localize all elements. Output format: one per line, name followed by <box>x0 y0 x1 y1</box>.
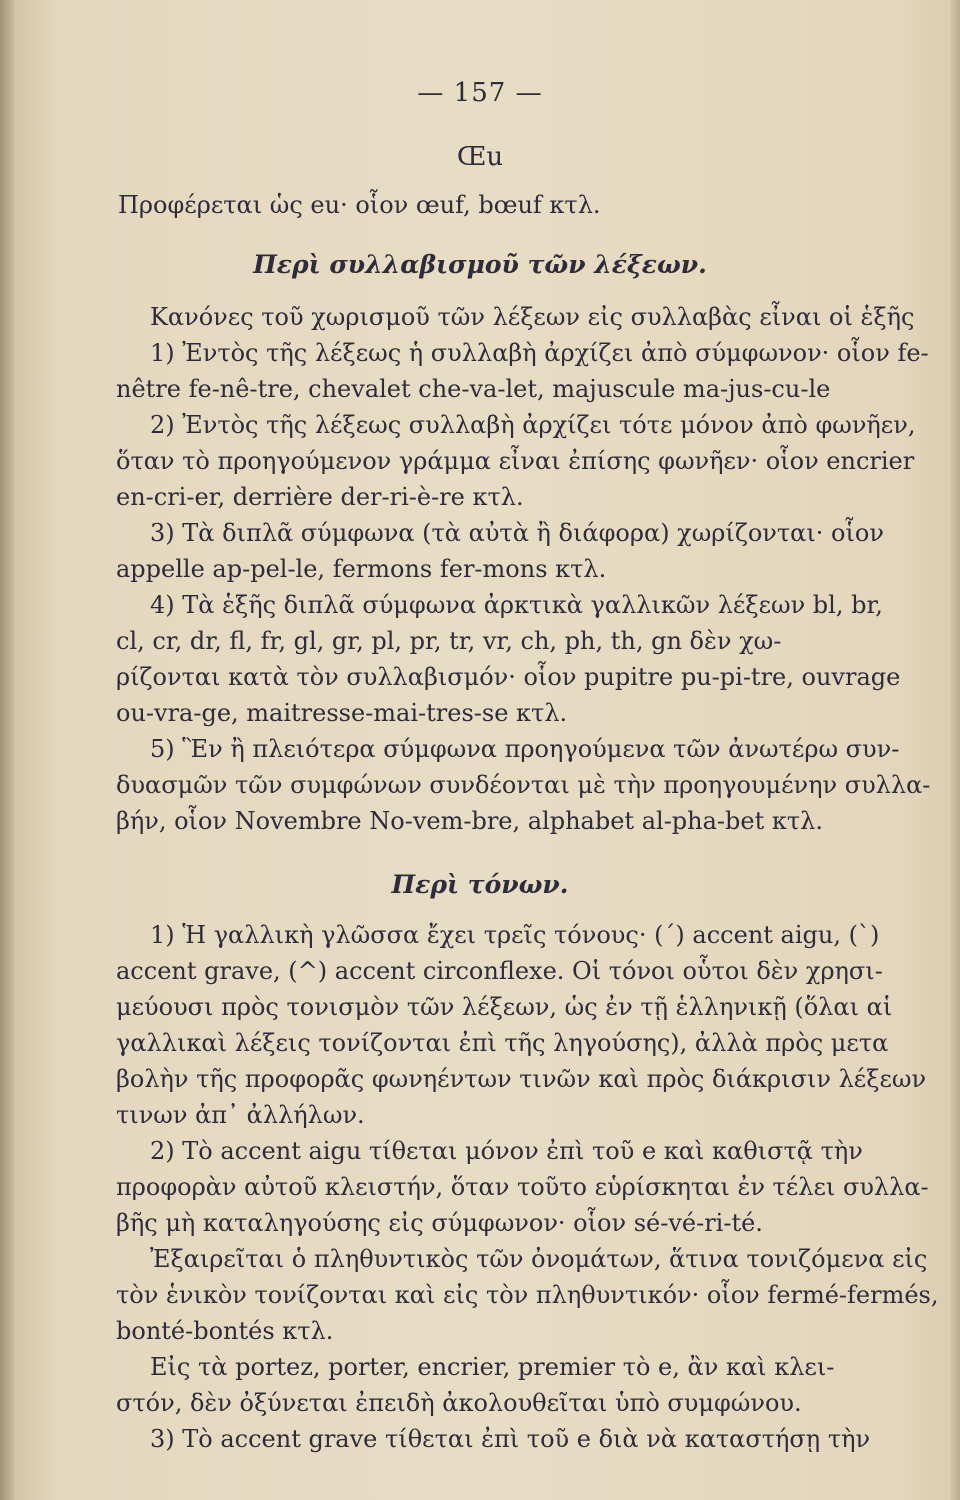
text-line: στόν, δὲν ὀξύνεται ἐπειδὴ ἀκολουθεῖται ὑπὸ συμφώνου. <box>116 1389 802 1417</box>
text-line: ὅταν τὸ προηγούμενον γράμμα εἶναι ἐπίσης φωνῆεν· οἷον encrier <box>116 447 915 475</box>
text-line: nêtre fe-nê-tre, chevalet che-va-let, majuscule ma-jus-cu-le <box>116 375 831 403</box>
text-line: bonté-bontés κτλ. <box>116 1317 334 1345</box>
text-line: Ἐξαιρεῖται ὁ πληθυντικὸς τῶν ὀνομάτων, ἅτινα τονιζόμενα εἰς <box>150 1245 928 1273</box>
text-line: βῆς μὴ καταληγούσης εἰς σύμφωνον· οἷον sé-vé-ri-té. <box>116 1209 763 1237</box>
text-line: μεύουσι πρὸς τονισμὸν τῶν λέξεων, ὡς ἐν τῇ ἑλληνικῇ (ὅλαι αἱ <box>116 993 893 1021</box>
text-line: 3) Τὸ accent grave τίθεται ἐπὶ τοῦ e διὰ νὰ καταστήσῃ τὴν <box>150 1425 871 1453</box>
text-line: προφορὰν αὐτοῦ κλειστήν, ὅταν τοῦτο εὑρίσκηται ἐν τέλει συλλα- <box>116 1173 929 1201</box>
text-line: accent grave, (^) accent circonflexe. Οἱ τόνοι οὗτοι δὲν χρησι- <box>116 957 883 985</box>
text-line: 1) Ἐντὸς τῆς λέξεως ἡ συλλαβὴ ἀρχίζει ἀπὸ σύμφωνον· οἷον fe- <box>150 339 929 367</box>
page-outer-edge <box>950 0 960 1500</box>
page-number: — 157 — <box>417 78 543 108</box>
page-binding-edge <box>0 0 14 1500</box>
text-line: βολὴν τῆς προφορᾶς φωνηέντων τινῶν καὶ πρὸς διάκρισιν λέξεων <box>116 1065 927 1093</box>
text-line: 3) Τὰ διπλᾶ σύμφωνα (τὰ αὐτὰ ἢ διάφορα) χωρίζονται· οἷον <box>150 519 884 547</box>
text-line: Κανόνες τοῦ χωρισμοῦ τῶν λέξεων εἰς συλλαβὰς εἶναι οἱ ἑξῆς <box>150 303 915 331</box>
intro-line: Προφέρεται ὡς eu· οἷον œuf, bœuf κτλ. <box>118 191 601 219</box>
text-line: γαλλικαὶ λέξεις τονίζονται ἐπὶ τῆς ληγούσης), ἀλλὰ πρὸς μετα <box>116 1029 889 1057</box>
text-line: τὸν ἑνικὸν τονίζονται καὶ εἰς τὸν πληθυντικόν· οἷον fermé-fermés, <box>116 1281 939 1309</box>
text-line: 2) Τὸ accent aigu τίθεται μόνον ἐπὶ τοῦ e καὶ καθιστᾷ τὴν <box>150 1137 863 1165</box>
section-heading-accents: Περὶ τόνων. <box>391 870 569 899</box>
text-line: en-cri-er, derrière der-ri-è-re κτλ. <box>116 483 524 511</box>
text-line: ρίζονται κατὰ τὸν συλλαβισμόν· οἷον pupitre pu-pi-tre, ouvrage <box>116 663 901 691</box>
text-line: τινων ἀπ᾿ ἀλλήλων. <box>116 1101 365 1129</box>
text-line: 4) Τὰ ἑξῆς διπλᾶ σύμφωνα ἀρκτικὰ γαλλικῶν λέξεων bl, br, <box>150 591 883 619</box>
text-line: ou-vra-ge, maitresse-mai-tres-se κτλ. <box>116 699 568 727</box>
text-line: cl, cr, dr, fl, fr, gl, gr, pl, pr, tr, vr, ch, ph, th, gn δὲν χω- <box>116 627 782 655</box>
text-line: 2) Ἐντὸς τῆς λέξεως συλλαβὴ ἀρχίζει τότε μόνον ἀπὸ φωνῆεν, <box>150 411 916 439</box>
text-line: δυασμῶν τῶν συμφώνων συνδέονται μὲ τὴν προηγουμένην συλλα- <box>116 771 931 799</box>
text-line: appelle ap-pel-le, fermons fer-mons κτλ. <box>116 555 607 583</box>
section-heading-syllabification: Περὶ συλλαβισμοῦ τῶν λέξεων. <box>253 250 707 279</box>
text-line: 5) Ἓν ἢ πλειότερα σύμφωνα προηγούμενα τῶν ἀνωτέρω συν- <box>150 735 900 763</box>
page-title: Œu <box>456 142 504 172</box>
text-line: Εἰς τὰ portez, porter, encrier, premier τὸ e, ἂν καὶ κλει- <box>150 1353 835 1381</box>
text-line: βήν, οἷον Novembre No-vem-bre, alphabet al-pha-bet κτλ. <box>116 807 823 835</box>
text-line: 1) Ἡ γαλλικὴ γλῶσσα ἔχει τρεῖς τόνους· (΄) accent aigu, (`) <box>150 921 880 949</box>
